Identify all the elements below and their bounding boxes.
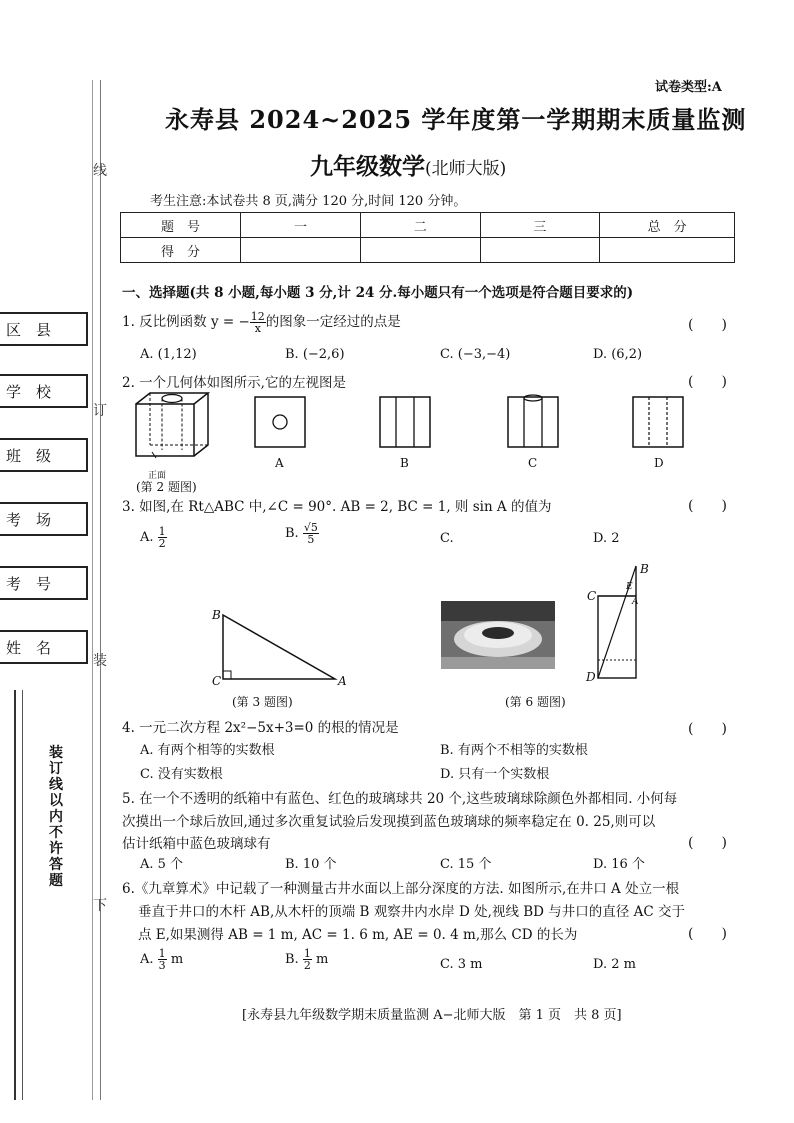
binding-warning: 装订线以内不许答题: [49, 745, 63, 889]
question-6-line-2: 垂直于井口的木杆 AB,从木杆的顶端 B 观察井内水岸 D 处,视线 BD 与井口的直径 AC 交于: [138, 904, 685, 920]
score-cell[interactable]: [480, 238, 600, 263]
q6-option-b: B. $\frac{1}{2}$ m: [285, 947, 329, 972]
q6-option-c: C. 3 m: [440, 957, 483, 972]
q6-figure-caption: (第 6 题图): [505, 695, 566, 709]
q5-option-a: A. 5 个: [140, 857, 184, 872]
answer-paren-6[interactable]: ( ): [688, 926, 727, 942]
q5-option-d: D. 16 个: [593, 857, 645, 872]
right-triangle: [223, 615, 335, 679]
answer-paren-4[interactable]: ( ): [688, 721, 727, 737]
exam-title: 永寿县 2024~2025 学年度第一学期期末质量监测: [165, 105, 747, 134]
q3-option-b: B. $\frac{√5}{5}$: [285, 521, 318, 546]
edition-label: (北师大版): [425, 159, 507, 179]
score-cell[interactable]: [600, 238, 735, 263]
answer-paren-5[interactable]: ( ): [688, 835, 727, 851]
well-wall: [598, 596, 636, 678]
binding-line-right: [92, 80, 93, 1100]
fraction: $\frac{1}{2}$: [158, 525, 166, 550]
exam-notice: 考生注意:本试卷共 8 页,满分 120 分,时间 120 分钟。: [150, 194, 467, 209]
q4-option-b: B. 有两个不相等的实数根: [440, 743, 588, 758]
cube-front: [136, 404, 194, 456]
binding-char-ding: 订: [93, 403, 107, 419]
well-label-d: D: [586, 670, 596, 684]
q1-option-c: C. (−3,−4): [440, 347, 511, 362]
q1-option-d: D. (6,2): [593, 347, 643, 362]
field-class[interactable]: 班 级: [0, 438, 88, 472]
question-3: 3. 如图,在 Rt△ABC 中,∠C = 90°. AB = 2, BC = 1, 则 sin A 的值为: [122, 499, 552, 515]
question-6-line-1: 6.《九章算术》中记载了一种测量古井水面以上部分深度的方法. 如图所示,在井口 A 处立一根: [122, 881, 680, 897]
tri-label-b: B: [212, 608, 221, 622]
well-label-a: A: [632, 597, 639, 607]
binding-char-xia: 下: [93, 898, 107, 914]
q1-option-b: B. (−2,6): [285, 347, 345, 362]
q4-option-c: C. 没有实数根: [140, 767, 223, 782]
binding-char-xian: 线: [93, 163, 107, 179]
question-6-line-3: 点 E,如果测得 AB = 1 m, AC = 1. 6 m, AE = 0. 4 m,那么 CD 的长为: [138, 927, 578, 943]
well-photo: [441, 601, 555, 669]
well-label-b: B: [640, 562, 649, 576]
field-district[interactable]: 区 县: [0, 312, 88, 346]
q5-option-b: B. 10 个: [285, 857, 337, 872]
q2-option-a-view: [254, 396, 306, 448]
fraction: $\frac{1}{3}$: [158, 947, 166, 972]
score-header-item: 总 分: [600, 213, 735, 238]
score-cell[interactable]: [360, 238, 480, 263]
field-exam-room[interactable]: 考 场: [0, 502, 88, 536]
q2-option-b-view: [379, 396, 431, 448]
q6-option-a: A. $\frac{1}{3}$ m: [140, 947, 184, 972]
q2-option-c-view: [506, 394, 560, 448]
tri-label-c: C: [212, 674, 222, 688]
q2-option-c-label: C: [528, 456, 538, 470]
score-header-item: 题 号: [121, 213, 241, 238]
q5-option-c: C. 15 个: [440, 857, 492, 872]
score-table: [120, 212, 735, 263]
q3-triangle-figure: [205, 605, 345, 687]
score-header-item: 二: [360, 213, 480, 238]
question-2: 2. 一个几何体如图所示,它的左视图是: [122, 375, 346, 391]
tri-label-a: A: [338, 674, 347, 688]
q2-solid-figure: [132, 390, 212, 460]
hole-top: [162, 395, 182, 403]
answer-paren-2[interactable]: ( ): [688, 374, 727, 390]
field-exam-number[interactable]: 考 号: [0, 566, 88, 600]
score-cell[interactable]: [241, 238, 361, 263]
subject-name: 九年级数学: [310, 153, 425, 180]
q1-option-a: A. (1,12): [140, 347, 197, 362]
paper-type: 试卷类型:A: [655, 80, 722, 95]
question-1: 1. 反比例函数 y = − $\frac{12}{x}$ 的图象一定经过的点是: [122, 310, 401, 335]
question-5-line-2: 次摸出一个球后放回,通过多次重复试验后发现摸到蓝色玻璃球的频率稳定在 0. 25,则可以: [122, 814, 656, 830]
question-4: 4. 一元二次方程 2x²−5x+3=0 的根的情况是: [122, 720, 399, 736]
q4-option-a: A. 有两个相等的实数根: [140, 743, 275, 758]
fraction: $\frac{1}{2}$: [303, 947, 311, 972]
answer-paren-1[interactable]: ( ): [688, 317, 727, 333]
front-label: 正面: [148, 471, 167, 481]
q2-option-a-label: A: [275, 456, 284, 470]
q2-option-b-label: B: [400, 456, 409, 470]
q2-figure-caption: (第 2 题图): [136, 480, 197, 494]
fraction: $\frac{√5}{5}$: [303, 521, 318, 546]
right-angle-mark: [223, 671, 231, 679]
question-5-line-1: 5. 在一个不透明的纸箱中有蓝色、红色的玻璃球共 20 个,这些玻璃球除颜色外都相同. 小何每: [122, 791, 678, 807]
answer-paren-3[interactable]: ( ): [688, 498, 727, 514]
score-row-label: 得 分: [121, 238, 241, 263]
fraction: $\frac{12}{x}$: [250, 310, 265, 335]
field-school[interactable]: 学 校: [0, 374, 88, 408]
q3-option-c: C.: [440, 531, 454, 546]
section-heading: 一、选择题(共 8 小题,每小题 3 分,计 24 分.每小题只有一个选项是符合题目要求的): [122, 285, 634, 301]
front-arrow: [152, 452, 156, 458]
q3-option-a: A. $\frac{1}{2}$: [140, 525, 166, 550]
well-diagram: [588, 560, 658, 690]
binding-char-zhuang: 装: [93, 653, 107, 669]
score-header-item: 三: [480, 213, 600, 238]
q3-figure-caption: (第 3 题图): [232, 695, 293, 709]
binding-line-wavy: [100, 80, 101, 1100]
question-5-line-3: 估计纸箱中蓝色玻璃球有: [122, 836, 271, 852]
page-footer: [永寿县九年级数学期末质量监测 A−北师大版 第 1 页 共 8 页]: [242, 1008, 622, 1023]
q2-option-d-view: [632, 396, 684, 448]
binding-line-outer: [14, 690, 16, 1100]
well-label-c: C: [587, 589, 597, 603]
score-header-item: 一: [241, 213, 361, 238]
q4-option-d: D. 只有一个实数根: [440, 767, 550, 782]
q6-option-d: D. 2 m: [593, 957, 636, 972]
q2-option-d-label: D: [654, 456, 664, 470]
binding-line-inner: [22, 690, 23, 1100]
well-label-e: E: [626, 582, 633, 592]
exam-subtitle: [310, 148, 506, 181]
field-name[interactable]: 姓 名: [0, 630, 88, 664]
q3-option-d: D. 2: [593, 531, 620, 546]
